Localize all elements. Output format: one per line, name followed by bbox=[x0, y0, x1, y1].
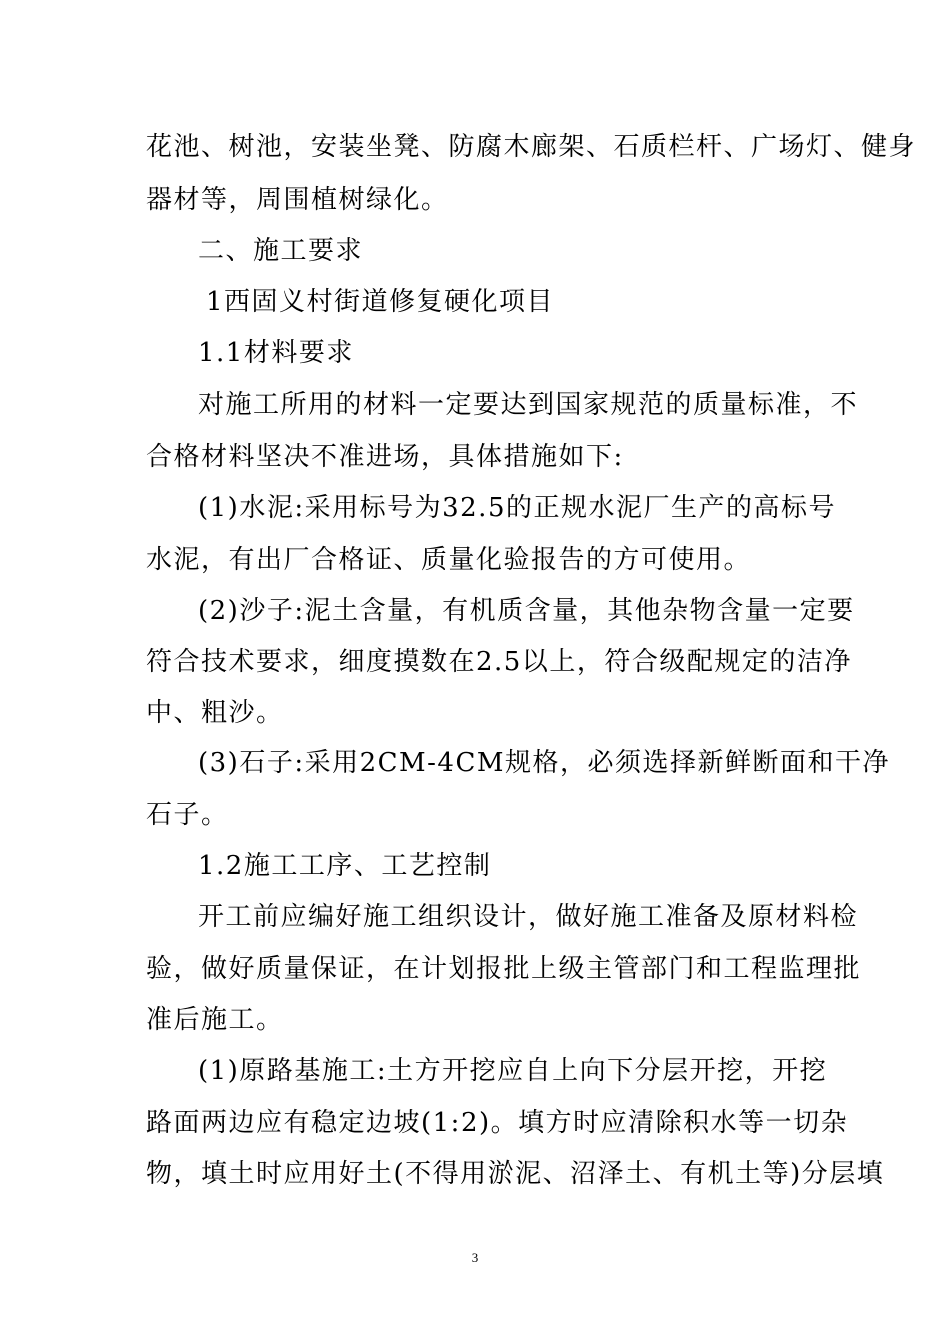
text-line: 花池、树池，安装坐凳、防腐木廊架、石质栏杆、广场灯、健身 bbox=[146, 132, 917, 162]
text-line: 开工前应编好施工组织设计，做好施工准备及原材料检 bbox=[198, 902, 859, 932]
section-heading: 二、施工要求 bbox=[198, 236, 364, 266]
subsection-heading: 1西固义村街道修复硬化项目 bbox=[206, 287, 555, 317]
text-line: (1)原路基施工:土方开挖应自上向下分层开挖，开挖 bbox=[198, 1056, 828, 1086]
text-line: 对施工所用的材料一定要达到国家规范的质量标准，不 bbox=[198, 390, 859, 420]
text-line: 验，做好质量保证，在计划报批上级主管部门和工程监理批 bbox=[146, 954, 862, 984]
text-line: 水泥，有出厂合格证、质量化验报告的方可使用。 bbox=[146, 545, 752, 575]
text-line: 物，填土时应用好土(不得用淤泥、沼泽土、有机土等)分层填 bbox=[146, 1159, 885, 1189]
page-number: 3 bbox=[471, 1250, 479, 1265]
text-line: 准后施工。 bbox=[146, 1005, 284, 1035]
subsection-heading: 1.1材料要求 bbox=[198, 338, 354, 368]
text-line: 路面两边应有稳定边坡(1:2)。填方时应清除积水等一切杂 bbox=[146, 1108, 849, 1138]
subsection-heading: 1.2施工工序、工艺控制 bbox=[198, 851, 492, 881]
text-line: 符合技术要求，细度摸数在2.5以上，符合级配规定的洁净 bbox=[146, 647, 852, 677]
text-line: 合格材料坚决不准进场，具体措施如下: bbox=[146, 442, 624, 472]
text-line: 器材等，周围植树绿化。 bbox=[146, 185, 449, 215]
text-line: (3)石子:采用2CM-4CM规格，必须选择新鲜断面和干净 bbox=[198, 748, 890, 778]
text-line: (2)沙子:泥土含量，有机质含量，其他杂物含量一定要 bbox=[198, 596, 855, 626]
text-line: 石子。 bbox=[146, 800, 229, 830]
text-line: 中、粗沙。 bbox=[146, 698, 284, 728]
text-line: (1)水泥:采用标号为32.5的正规水泥厂生产的高标号 bbox=[198, 493, 836, 523]
